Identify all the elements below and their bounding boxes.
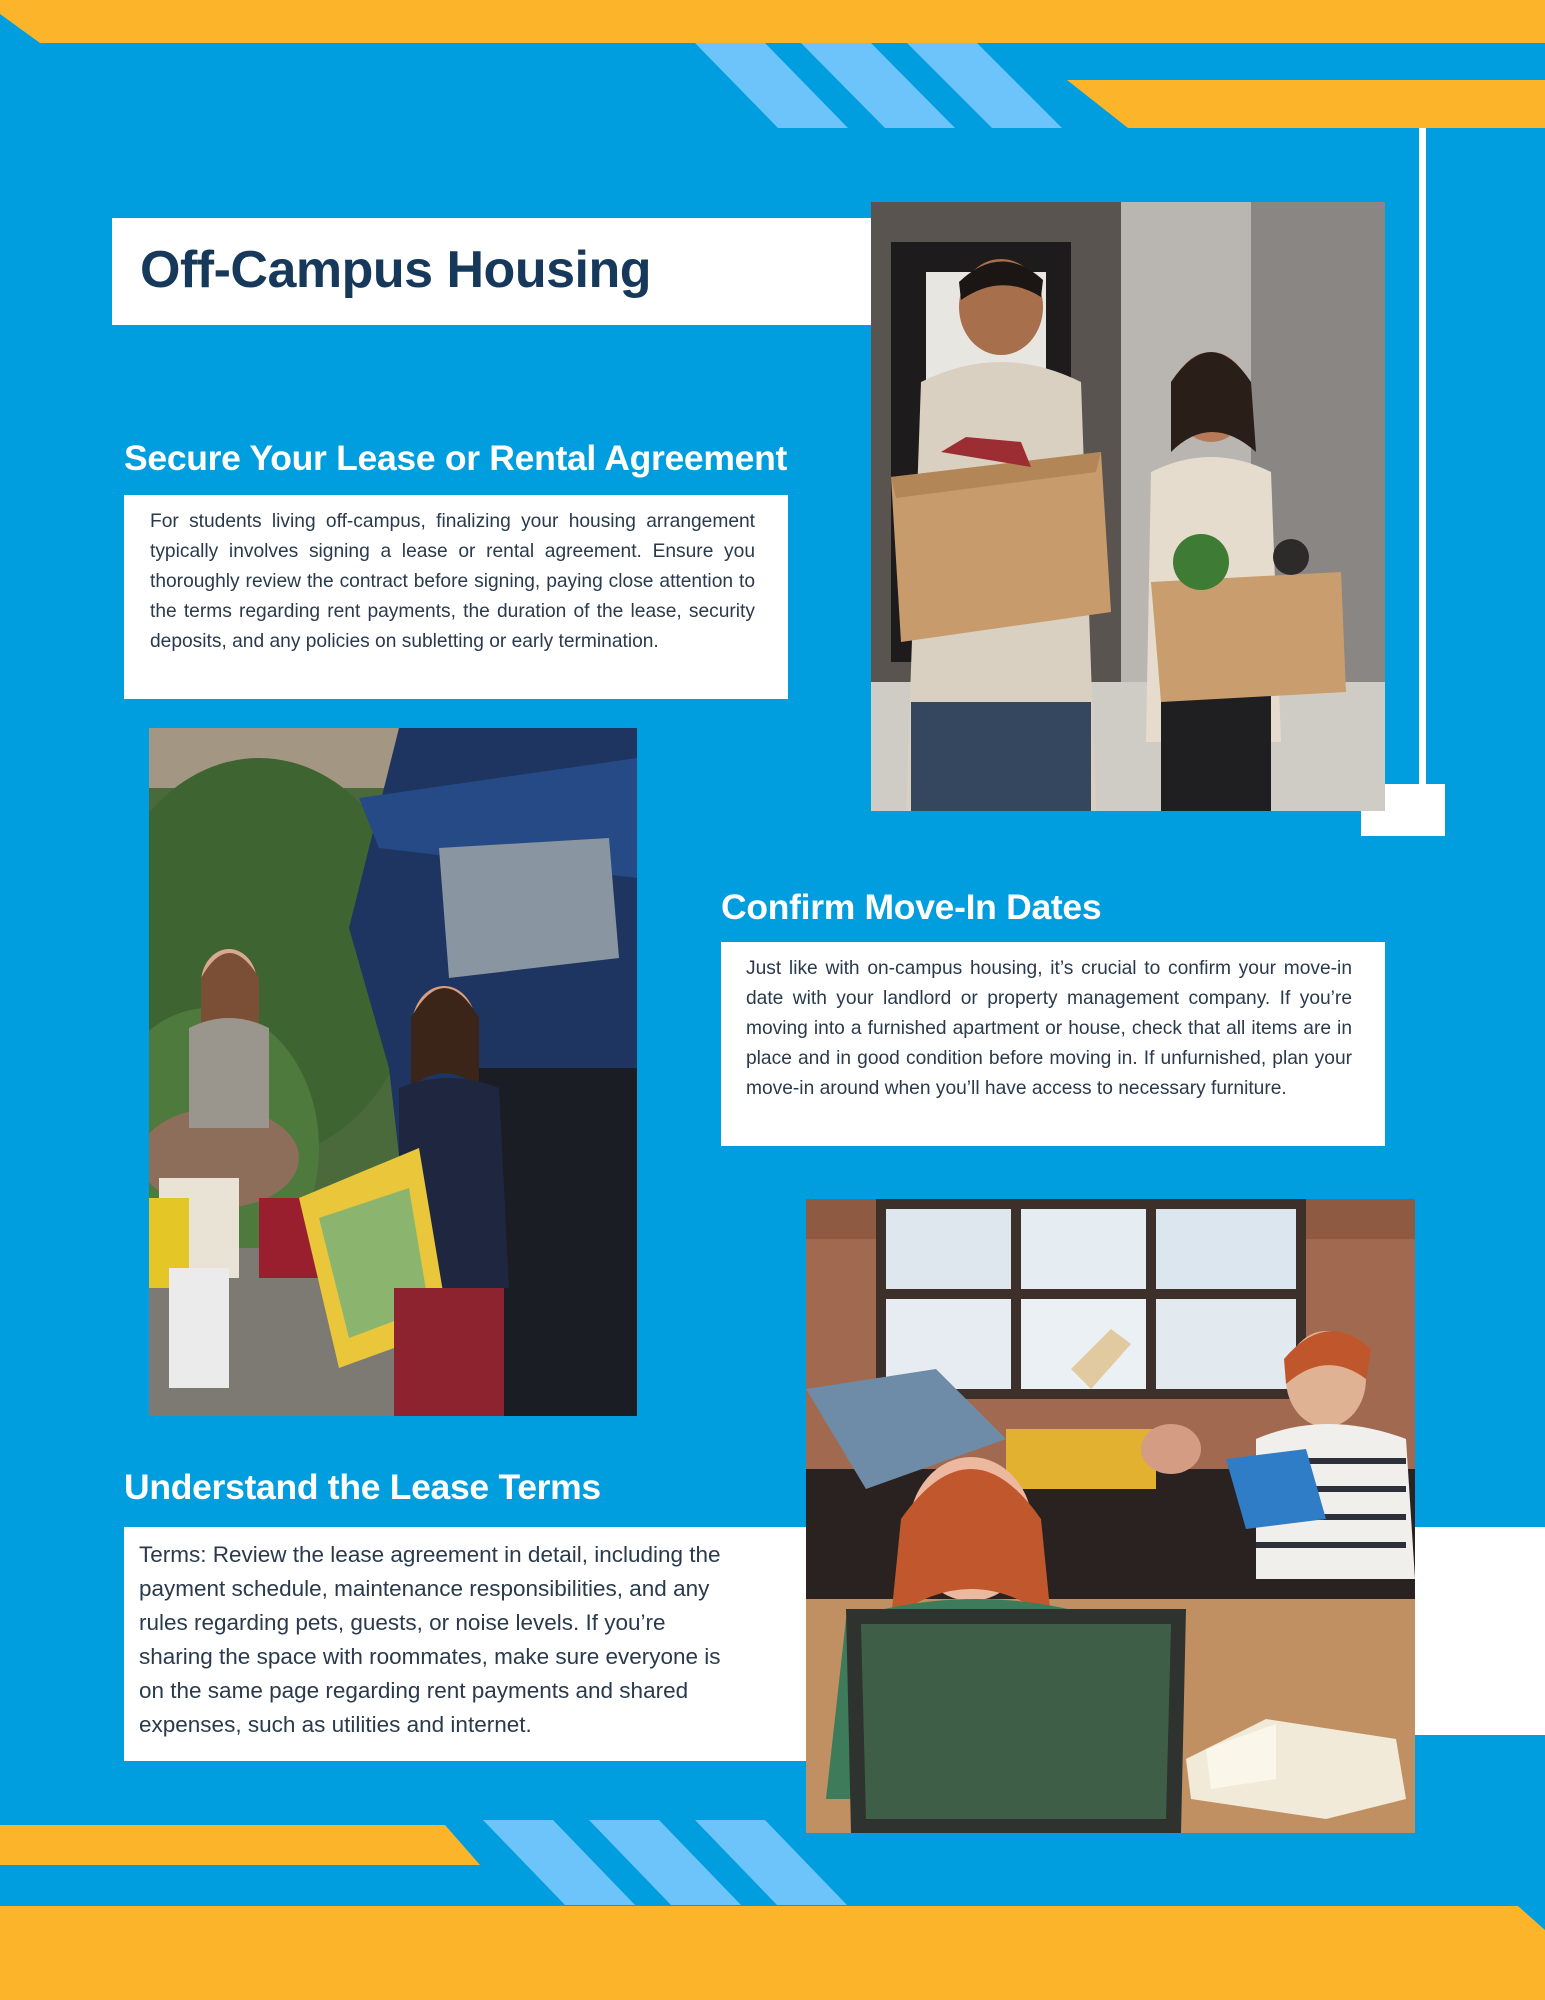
unloading-car-photo (149, 728, 637, 1416)
section-heading-move-in: Confirm Move-In Dates (721, 887, 1102, 927)
section-body-lease-terms: Terms: Review the lease agreement in detail, including the payment schedule, maintenance responsibilities, and any rules regarding pets, guests, or noise levels. If you’re sharing the space with roommates, make sure everyone is on the same page regarding rent payments and shared expenses, such as utilities and internet. (139, 1542, 721, 1737)
section-text-box-lease-terms (124, 1527, 806, 1761)
students-carrying-boxes-photo (871, 202, 1385, 811)
section-body-move-in: Just like with on-campus housing, it’s crucial to confirm your move-in date with your landlord or property management company. If you’re moving into a furnished apartment or house, check that all items are in place and in good condition before moving in. If unfurnished, plan your move-in around when you’ll have access to necessary furniture. (746, 958, 1352, 1099)
section-heading-lease-terms: Understand the Lease Terms (124, 1467, 601, 1507)
title-banner (112, 218, 874, 325)
section-body-secure-lease: For students living off-campus, finalizing your housing arrangement typically involves signing a lease or rental agreement. Ensure you thoroughly review the contract before signing, paying close attention to the terms regarding rent payments, the duration of the lease, security deposits, and any policies on subletting or early termination. (150, 511, 755, 652)
page-title: Off-Campus Housing (140, 241, 651, 299)
section-heading-secure-lease: Secure Your Lease or Rental Agreement (124, 438, 787, 478)
roommates-studying-photo (806, 1199, 1415, 1833)
section-text-box-move-in (721, 942, 1385, 1146)
section-text-box-secure-lease (124, 495, 788, 699)
